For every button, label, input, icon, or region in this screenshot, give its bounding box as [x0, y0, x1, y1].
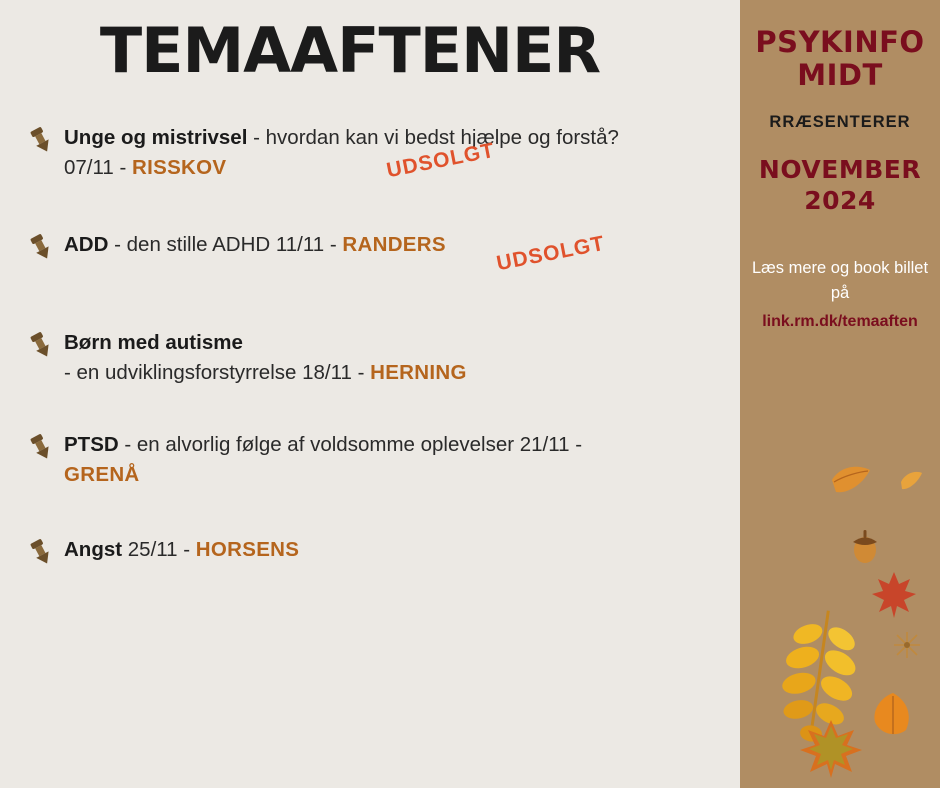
event-detail: - en alvorlig følge af voldsomme oplevelser 21/11 - [118, 432, 583, 456]
leaf-icon [870, 570, 918, 620]
leaf-icon [868, 690, 918, 740]
event-text [64, 535, 299, 565]
pushpin-icon [26, 430, 64, 462]
event-detail: - en udviklingsforstyrrelse 18/11 - [64, 361, 371, 385]
brand-line-2: MIDT [797, 58, 883, 93]
autumn-leaves-decoration [740, 440, 940, 788]
event-detail: 25/11 - [122, 538, 196, 562]
seed-icon [892, 630, 922, 660]
event-city: HERNING [370, 361, 467, 385]
event-city: RANDERS [342, 233, 446, 257]
event-title: Børn med autisme [64, 331, 243, 355]
event-title: Angst [64, 538, 123, 562]
list-item[interactable] [26, 535, 740, 585]
booking-link[interactable]: link.rm.dk/temaaften [762, 312, 918, 330]
leaf-icon [828, 462, 874, 502]
event-detail: - den stille ADHD 11/11 - [108, 233, 343, 257]
event-title: Unge og mistrivsel [64, 126, 248, 149]
presents-label: RRÆSENTERER [769, 112, 911, 131]
booking-info [748, 256, 932, 334]
event-city: RISSKOV [132, 155, 227, 179]
pushpin-icon [26, 535, 64, 567]
brand-name [748, 26, 932, 93]
pushpin-icon [26, 328, 64, 360]
pushpin-icon [26, 230, 64, 262]
event-text [64, 328, 467, 387]
event-text [64, 230, 446, 260]
status-badge: UDSOLGT [384, 138, 497, 183]
event-title: PTSD [64, 432, 119, 456]
event-text [64, 123, 664, 182]
event-list [0, 123, 740, 585]
event-text [64, 430, 644, 489]
event-title: ADD [64, 233, 109, 257]
leaf-icon [898, 468, 924, 494]
month-name: NOVEMBER [758, 154, 922, 184]
acorn-icon [848, 526, 882, 566]
event-detail: - hvordan kan vi bedst hjælpe og forstå? 07/11 - [64, 126, 619, 179]
list-item[interactable] [26, 230, 740, 280]
year: 2024 [804, 185, 876, 215]
status-badge: UDSOLGT [494, 232, 607, 276]
page-title: TEMAAFTENER [99, 14, 601, 87]
list-item[interactable] [26, 123, 740, 182]
event-city: GRENÅ [64, 462, 140, 486]
list-item[interactable] [26, 328, 740, 387]
month-heading [748, 154, 932, 217]
leaf-icon [798, 718, 864, 780]
pushpin-icon [26, 123, 64, 155]
brand-line-1: PSYKINFO [755, 25, 925, 59]
booking-text: Læs mere og book billet på [751, 259, 929, 302]
leaf-icon [774, 602, 864, 752]
list-item[interactable] [26, 430, 740, 489]
sidebar [740, 0, 940, 788]
event-city: HORSENS [195, 538, 300, 562]
